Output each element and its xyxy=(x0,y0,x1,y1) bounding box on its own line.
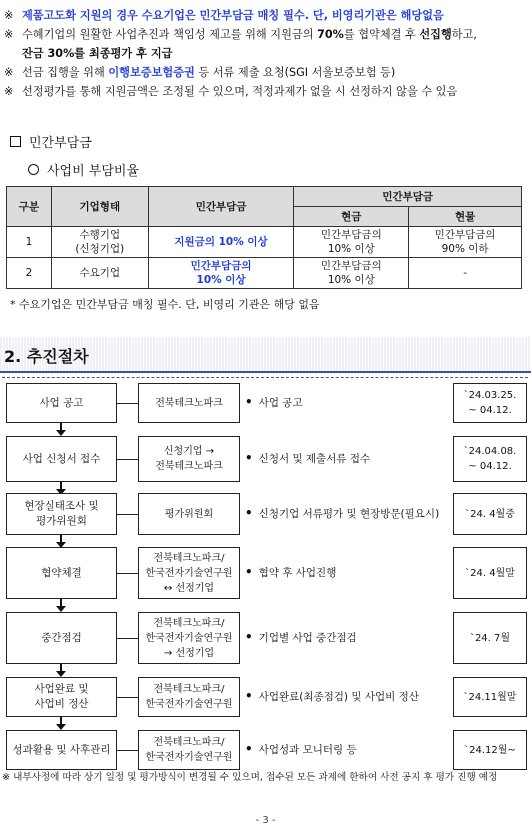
step-description xyxy=(245,612,357,662)
note-segment: 이행보증보험증권 xyxy=(108,66,195,79)
note-segment: 등 서류 제출 요청(SGI 서울보증보험 등) xyxy=(194,66,396,79)
note-item xyxy=(4,44,528,63)
date-box: `24.03.25. ~ 04.12. xyxy=(453,383,527,423)
bullet-icon: • xyxy=(245,451,253,465)
org-box: 전북테크노파크 xyxy=(138,383,240,423)
org-box: 전북테크노파크/ 한국전자기술연구원 ↔ 선정기업 xyxy=(138,547,240,599)
step-description xyxy=(245,383,303,421)
date-box: `24. 4월말 xyxy=(453,547,527,599)
arrow-down-icon xyxy=(56,664,66,678)
reference-mark: ※ xyxy=(4,9,14,22)
description-text: 협약 후 사업진행 xyxy=(258,566,337,579)
description-text: 기업별 사업 중간점검 xyxy=(258,631,357,644)
connector-line xyxy=(116,750,138,751)
subsection-heading xyxy=(28,160,139,179)
table-row xyxy=(7,258,522,289)
note-item xyxy=(4,63,528,82)
note-text xyxy=(22,25,477,44)
step-box: 현장실태조사 및 평가위원회 xyxy=(6,493,117,535)
org-box: 신청기업 → 전북테크노파크 xyxy=(138,436,240,482)
note-text xyxy=(22,44,172,63)
note-segment: 수혜기업의 원활한 사업추진과 책임성 제고를 위해 지원금의 xyxy=(22,28,318,41)
note-segment: 잔금 30%를 최종평가 후 지급 xyxy=(22,47,173,60)
description-text: 사업 공고 xyxy=(258,396,303,409)
org-box: 전북테크노파크/ 한국전자기술연구원 xyxy=(138,677,240,717)
step-box: 사업완료 및 사업비 정산 xyxy=(6,677,117,717)
connector-line xyxy=(116,638,138,639)
header-cash: 현금 xyxy=(294,207,409,227)
note-segment: 선금 집행을 위해 xyxy=(22,66,109,79)
bullet-icon: • xyxy=(245,565,253,579)
step-description xyxy=(245,493,439,533)
cell-type: 수요기업 xyxy=(51,258,148,289)
step-description xyxy=(245,547,336,597)
header-category: 구분 xyxy=(7,187,52,227)
subsection-title: 사업비 부담비율 xyxy=(47,164,140,179)
date-box: `24.11월말 xyxy=(453,677,527,717)
page-number: - 3 - xyxy=(255,815,276,826)
description-text: 사업성과 모니터링 등 xyxy=(258,743,357,756)
connector-line xyxy=(116,403,138,404)
circle-bullet-icon xyxy=(28,164,39,175)
connector-line xyxy=(116,514,138,515)
org-box: 전북테크노파크/ 한국전자기술연구원 xyxy=(138,730,240,770)
bullet-icon: • xyxy=(245,742,253,756)
reference-mark: ※ xyxy=(4,85,14,98)
org-box: 평가위원회 xyxy=(138,493,240,535)
step-description xyxy=(245,730,357,768)
notes-list xyxy=(4,6,528,101)
cell-in-kind: - xyxy=(409,258,522,289)
connector-line xyxy=(116,573,138,574)
step-box: 사업 신청서 접수 xyxy=(6,436,117,482)
step-box: 중간점검 xyxy=(6,612,117,664)
section-heading-2 xyxy=(0,337,531,373)
note-segment: 선집행 xyxy=(419,28,452,41)
arrow-down-icon xyxy=(56,599,66,613)
cell-cash: 민간부담금의 10% 이상 xyxy=(294,258,409,289)
note-text xyxy=(22,63,395,82)
org-box: 전북테크노파크/ 한국전자기술연구원 → 선정기업 xyxy=(138,612,240,664)
note-segment: 선정평가를 통해 지원금액은 조정될 수 있으며, 적정과제가 없을 시 선정하지 않을 수 있음 xyxy=(22,85,458,98)
cell-in-kind: 민간부담금의 90% 이하 xyxy=(409,227,522,258)
arrow-down-icon xyxy=(56,717,66,731)
cell-burden: 민간부담금의 10% 이상 xyxy=(148,258,294,289)
description-text: 신청기업 서류평가 및 현장방문(필요시) xyxy=(258,507,440,520)
cell-cash: 민간부담금의 10% 이상 xyxy=(294,227,409,258)
date-box: `24. 4월중 xyxy=(453,493,527,535)
reference-mark: ※ xyxy=(4,66,14,79)
note-segment: 하고, xyxy=(451,28,477,41)
bullet-icon: • xyxy=(245,689,253,703)
section-heading xyxy=(10,132,92,151)
cell-burden: 지원금의 10% 이상 xyxy=(148,227,294,258)
header-company-type: 기업형태 xyxy=(51,187,148,227)
step-description xyxy=(245,436,370,480)
step-box: 성과활용 및 사후관리 xyxy=(6,730,117,770)
bullet-icon: • xyxy=(245,506,253,520)
arrow-down-icon xyxy=(56,423,66,437)
note-item xyxy=(4,82,528,101)
note-segment: 제품고도화 지원의 경우 수요기업은 민간부담금 매칭 필수. 단, 비영리기관은 해당없음 xyxy=(22,9,444,22)
step-description xyxy=(245,677,419,715)
note-text xyxy=(22,82,457,101)
note-segment: 를 협약체결 후 xyxy=(343,28,420,41)
cell-type: 수행기업 (신청기업) xyxy=(51,227,148,258)
note-segment: 70% xyxy=(317,28,344,41)
step-box: 협약체결 xyxy=(6,547,117,599)
square-bullet-icon xyxy=(10,136,21,147)
header-burden-group: 민간부담금 xyxy=(294,187,522,207)
connector-line xyxy=(116,459,138,460)
step-box: 사업 공고 xyxy=(6,383,117,423)
heading-2-title: 2. 추진절차 xyxy=(4,347,89,366)
date-box: `24. 7월 xyxy=(453,612,527,664)
bullet-icon: • xyxy=(245,395,253,409)
description-text: 사업완료(최종점검) 및 사업비 정산 xyxy=(258,690,419,703)
header-burden: 민간부담금 xyxy=(148,187,294,227)
header-in-kind: 현물 xyxy=(409,207,522,227)
description-text: 신청서 및 제출서류 접수 xyxy=(258,452,371,465)
note-item xyxy=(4,25,528,44)
connector-line xyxy=(116,697,138,698)
section-title: 민간부담금 xyxy=(29,136,92,151)
reference-mark: ※ xyxy=(4,28,14,41)
date-box: `24.12월~ xyxy=(453,730,527,770)
flow-divider xyxy=(2,377,528,378)
burden-ratio-table xyxy=(6,186,522,289)
table-footnote: * 수요기업은 민간부담금 매칭 필수. 단, 비영리 기관은 해당 없음 xyxy=(10,298,320,311)
cell-no: 2 xyxy=(7,258,52,289)
schedule-note: ※ 내부사정에 따라 상기 일정 및 평가방식이 변경될 수 있으며, 접수된 모든 과제에 한하여 사전 공지 후 평가 진행 예정 xyxy=(2,772,498,783)
cell-no: 1 xyxy=(7,227,52,258)
date-box: `24.04.08. ~ 04.12. xyxy=(453,436,527,482)
note-item xyxy=(4,6,528,25)
bullet-icon: • xyxy=(245,630,253,644)
note-text xyxy=(22,6,444,25)
table-row xyxy=(7,227,522,258)
